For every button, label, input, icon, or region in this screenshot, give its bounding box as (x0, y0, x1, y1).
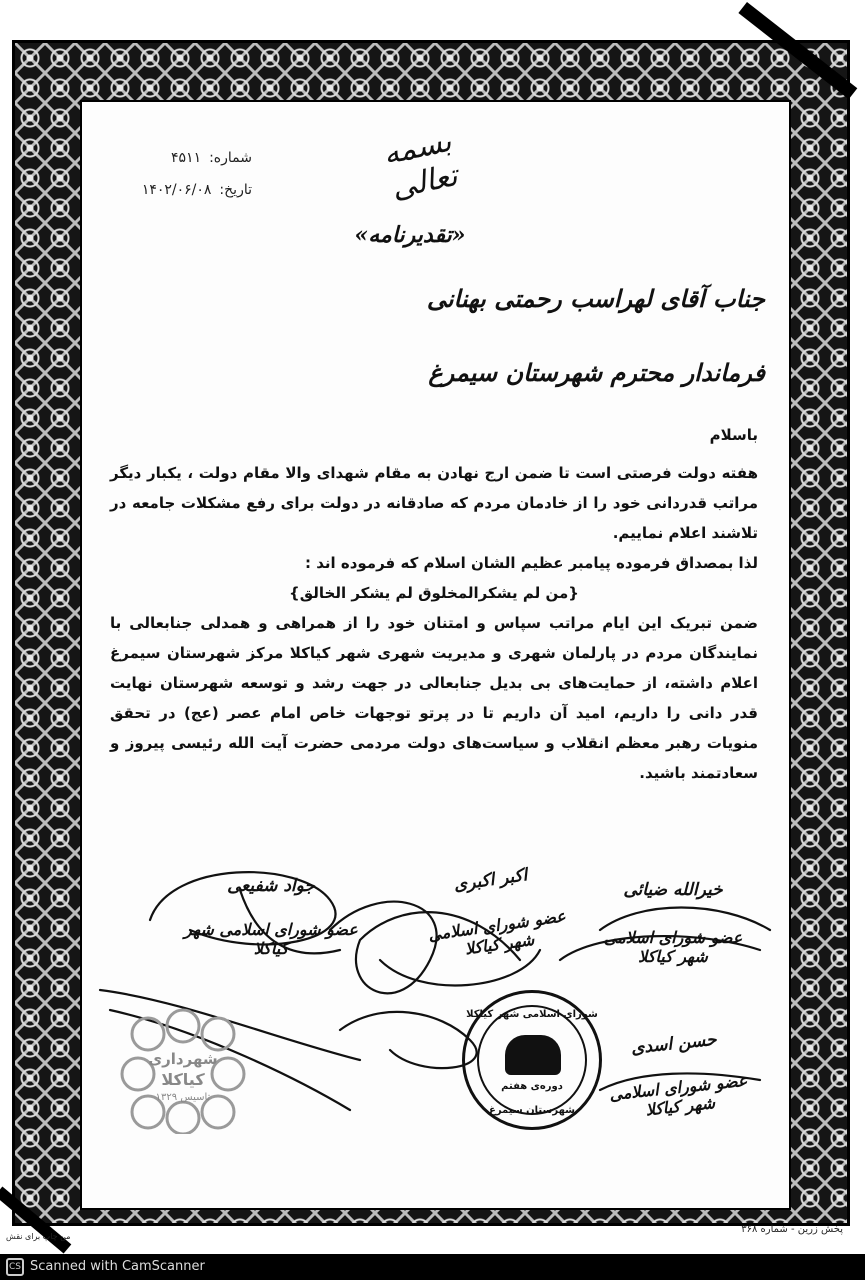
scanner-watermark-bar (0, 1254, 865, 1280)
signature-block-1 (176, 876, 366, 958)
municipality-emblem-icon (108, 1004, 258, 1134)
letter-number: شماره:۴۵۱۱ (171, 150, 252, 166)
signer-name: خیرالله ضیائی (623, 880, 723, 900)
paragraph-1: هفته دولت فرصتی است تا ضمن ارج نهادن به مقام شهدای والا مقام دولت ، یکبار دیگر مراتب قدردانی خود را از خادمان مردم که صادقانه در دولت برای رفع مشکلات جامعه در تلاشند اعلام نماییم. (110, 464, 758, 542)
seal-ring-text: شورای اسلامی شهر کیاکلا (466, 1009, 598, 1020)
stamp-line-1: شهرداری (148, 1050, 218, 1068)
signer-name: جواد شفیعی (227, 876, 315, 896)
seal-center-text: دوره‌ی هفتم (501, 1081, 563, 1092)
signer-name: حسن اسدی (630, 1029, 718, 1059)
emblem-icon (505, 1035, 561, 1075)
stamp-line-2: کیاکلا (161, 1070, 205, 1089)
signer-role: عضو شورای اسلامی شهر کیاکلا (603, 928, 743, 966)
letter-body (110, 420, 758, 788)
printer-credit: پخش زرین - شماره ۳۶۸ (741, 1224, 843, 1235)
paragraph-2: لذا بمصداق فرموده پیامبر عظیم الشان اسلام که فرموده اند : (304, 554, 758, 572)
signer-role: عضو شورای اسلامی شهر کیاکلا (184, 920, 358, 958)
seal-bottom-text: شهرستان سیمرغ (488, 1105, 575, 1116)
stamp-line-3: تاسیس ۱۳۲۹ (155, 1092, 211, 1103)
basmala-calligraphy: بسمه تعالی (380, 123, 461, 207)
municipality-stamp (108, 1004, 258, 1134)
hadith-quote: {من لم یشکرالمخلوق لم یشکر الخالق} (289, 584, 579, 602)
greeting: باسلام (709, 426, 758, 444)
scanner-watermark: Scanned with CamScanner (30, 1259, 205, 1274)
letter-date: تاریخ:۱۴۰۲/۰۶/۰۸ (141, 182, 252, 198)
print-note: من چاپ برای نقش (6, 1232, 71, 1241)
paragraph-3: ضمن تبریک این ایام مراتب سپاس و امتنان خود را از همراهی و همدلی جنابعالی با نمایندگان مردم در پارلمان شهری و مدیریت شهری شهر کیاکلا مرکز شهرستان سیمرغ اعلام داشته، از حمایت‌های بی بدیل جنابعالی در جهت رشد و توسعه شهرستان نهایت قدر دانی را داریم، امید آن داریم تا در پرتو توجهات خاص امام عصر (عج) در تحقق منویات رهبر معظم انقلاب و سیاست‌های دولت مردمی حضرت آیت الله رئیسی پیروز و سعادتمند باشید. (110, 614, 758, 782)
recipient-name: جناب آقای لهراسب رحمتی بهنانی (426, 284, 765, 313)
signature-block-3 (588, 880, 758, 966)
signer-role: عضو شورای اسلامی شهر کیاکلا (426, 906, 567, 959)
council-seal (462, 990, 602, 1130)
signer-name: اکبر اکبری (452, 865, 529, 896)
recipient-title: فرماندار محترم شهرستان سیمرغ (428, 358, 765, 387)
letter-title: «تقدیرنامه» (354, 222, 466, 248)
signer-role: عضو شورای اسلامی شهر کیاکلا (608, 1070, 749, 1120)
camscanner-logo-icon: CS (6, 1258, 24, 1276)
